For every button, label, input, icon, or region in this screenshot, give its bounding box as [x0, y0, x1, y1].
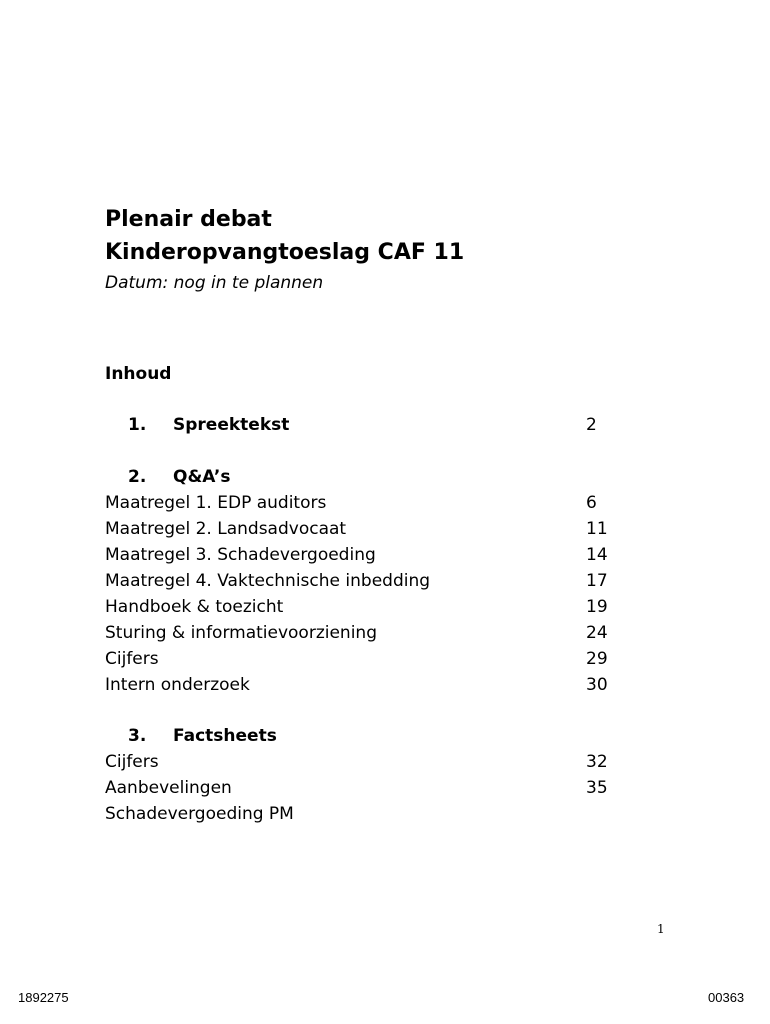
toc-entry-page: 11: [586, 519, 608, 539]
section-number: 3.: [128, 726, 147, 746]
toc-entry-label: Handboek & toezicht: [105, 597, 284, 617]
toc-entry-page: 6: [586, 493, 597, 513]
toc-entry-label: Sturing & informatievoorziening: [105, 623, 377, 643]
section-number: 1.: [128, 415, 147, 435]
toc-entry-page: 29: [586, 649, 608, 669]
document-title-line-1: Plenair debat: [105, 207, 272, 232]
section-heading-factsheets: [128, 725, 277, 747]
document-id-left: 1892275: [18, 990, 69, 1005]
section-number: 2.: [128, 467, 147, 487]
toc-entry-page: 17: [586, 571, 608, 591]
toc-entry-label: Maatregel 4. Vaktechnische inbedding: [105, 571, 431, 591]
section-heading-spreektekst: [128, 414, 289, 436]
toc-entry-label: Aanbevelingen: [105, 778, 232, 798]
page-number: 1: [657, 922, 665, 936]
toc-entry-label: Maatregel 1. EDP auditors: [105, 493, 327, 513]
document-id-right: 00363: [708, 990, 745, 1005]
section-title: Q&A’s: [173, 467, 231, 487]
toc-entry-page: 19: [586, 597, 608, 617]
toc-entry-page: 24: [586, 623, 608, 643]
toc-entry-page: 35: [586, 778, 608, 798]
document-title-line-2: Kinderopvangtoeslag CAF 11: [105, 240, 465, 265]
section-title: Spreektekst: [173, 415, 290, 435]
toc-entry-label: Maatregel 2. Landsadvocaat: [105, 519, 347, 539]
document-subtitle: Datum: nog in te plannen: [105, 273, 324, 293]
toc-entry-label: Intern onderzoek: [105, 675, 250, 695]
section-heading-qa: [128, 466, 230, 488]
section-title: Factsheets: [173, 726, 277, 746]
toc-entry-page: 14: [586, 545, 608, 565]
toc-entry-label: Maatregel 3. Schadevergoeding: [105, 545, 376, 565]
toc-entry-label: Schadevergoeding PM: [105, 804, 294, 824]
toc-entry-page: 32: [586, 752, 608, 772]
toc-entry-label: Cijfers: [105, 752, 159, 772]
section-page-number: 2: [586, 415, 597, 435]
toc-entry-page: 30: [586, 675, 608, 695]
contents-heading: Inhoud: [105, 364, 172, 384]
toc-entry-label: Cijfers: [105, 649, 159, 669]
